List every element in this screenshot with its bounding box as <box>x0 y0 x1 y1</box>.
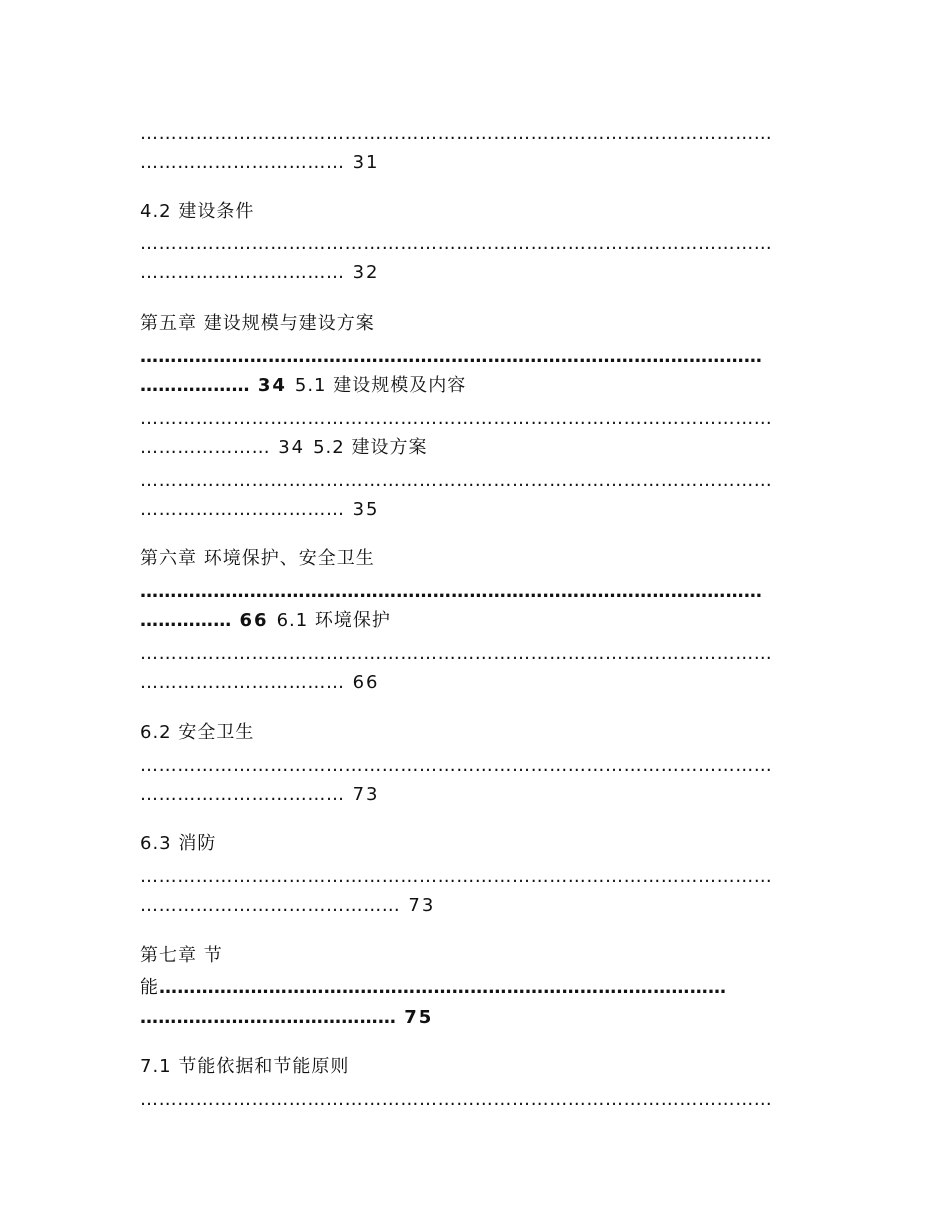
toc-dots: ………………………………………………………………………………………… <box>140 581 763 602</box>
leader-dots: ……………… <box>140 375 250 396</box>
toc-entry[interactable] <box>140 610 391 632</box>
toc-entry[interactable] <box>140 262 380 284</box>
page-number: 34 <box>257 375 287 396</box>
page-number: 32 <box>352 262 380 283</box>
toc-entry[interactable] <box>140 499 380 521</box>
toc-entry[interactable] <box>140 784 380 806</box>
toc-heading[interactable]: 6.3 消防 <box>140 833 217 854</box>
toc-dots: ………………………………………………………………………………………… <box>140 755 773 776</box>
toc-chapter-heading[interactable]: 第六章 环境保护、安全卫生 <box>140 548 375 569</box>
toc-dots: ………………………………………………………………………………………… <box>140 408 773 429</box>
toc-chapter-heading[interactable]: 第五章 建设规模与建设方案 <box>140 313 375 334</box>
toc-entry[interactable] <box>140 1007 433 1029</box>
toc-entry[interactable] <box>140 375 466 397</box>
toc-entry[interactable] <box>140 895 435 917</box>
page-number: 35 <box>352 499 380 520</box>
leader-dots: …………………………… <box>140 262 345 283</box>
page-number: 31 <box>352 152 380 173</box>
page-number: 66 <box>352 672 380 693</box>
toc-entry[interactable] <box>140 672 380 694</box>
leader-dots: …………………………… <box>140 784 345 805</box>
leader-dots: …………………………………… <box>140 1007 397 1028</box>
toc-heading[interactable]: 6.1 环境保护 <box>276 610 391 631</box>
toc-heading[interactable]: 4.2 建设条件 <box>140 201 255 222</box>
toc-heading-continued: 能 <box>140 977 159 998</box>
toc-dots: ………………………………………………………………………………………… <box>140 123 773 144</box>
toc-dots: ………………………………………………………………………………………… <box>140 643 773 664</box>
leader-dots: ………………………………………………………………………………… <box>159 977 727 998</box>
leader-dots: ………………… <box>140 437 271 458</box>
page-number: 75 <box>404 1007 434 1028</box>
page-number: 34 <box>278 437 306 458</box>
toc-entry[interactable] <box>140 437 427 459</box>
toc-chapter-heading[interactable]: 第七章 节 <box>140 945 223 966</box>
toc-dots: ………………………………………………………………………………………… <box>140 866 773 887</box>
toc-dots: ………………………………………………………………………………………… <box>140 233 773 254</box>
toc-entry[interactable] <box>140 152 380 174</box>
toc-heading[interactable]: 6.2 安全卫生 <box>140 722 255 743</box>
leader-dots: …………………………… <box>140 499 345 520</box>
page-number: 73 <box>408 895 436 916</box>
toc-dots: ………………………………………………………………………………………… <box>140 470 773 491</box>
toc-heading[interactable]: 5.2 建设方案 <box>313 437 428 458</box>
leader-dots: …………………………………… <box>140 895 401 916</box>
toc-dots: ………………………………………………………………………………………… <box>140 346 763 367</box>
toc-entry[interactable] <box>140 977 726 999</box>
leader-dots: …………… <box>140 610 232 631</box>
leader-dots: …………………………… <box>140 152 345 173</box>
toc-heading[interactable]: 5.1 建设规模及内容 <box>294 375 467 396</box>
leader-dots: …………………………… <box>140 672 345 693</box>
page-number: 66 <box>239 610 269 631</box>
page-number: 73 <box>352 784 380 805</box>
toc-heading[interactable]: 7.1 节能依据和节能原则 <box>140 1056 350 1077</box>
toc-dots: ………………………………………………………………………………………… <box>140 1089 773 1110</box>
